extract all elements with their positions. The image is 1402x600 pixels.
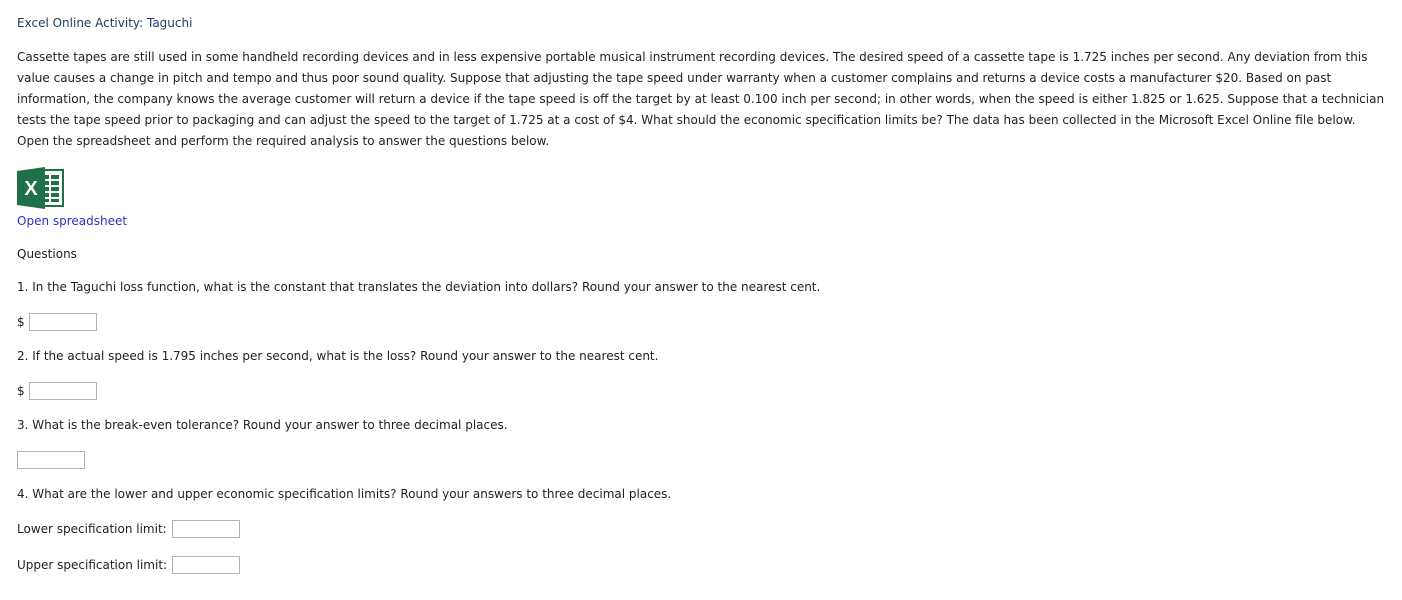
lower-limit-input[interactable] xyxy=(172,520,240,538)
open-spreadsheet-link[interactable]: Open spreadsheet xyxy=(17,214,128,228)
excel-icon-letter: X xyxy=(24,178,38,200)
question-3-input[interactable] xyxy=(17,451,85,469)
problem-statement: Cassette tapes are still used in some handheld recording devices and in less expensive portable musical instrument recording devices. The desired speed of a cassette tape is 1.725 inches per second. Any deviation from this value causes a change in pitch and tempo and thus poor sound quality. Suppose that adjusting the tape speed under warranty when a customer complains and returns a device costs a manufacturer $20. Based on past information, the company knows the average customer will return a device if the tape speed is off the target by at least 0.100 inch per second; in other words, when the speed is either 1.825 or 1.625. Suppose that a technician tests the tape speed prior to packaging and can adjust the speed to the target of 1.725 at a cost of $4. What should the economic specification limits be? The data has been collected in the Microsoft Excel Online file below. Open the spreadsheet and perform the required analysis to answer the questions below. xyxy=(17,50,1385,148)
question-2-answer xyxy=(17,381,97,401)
question-1-answer xyxy=(17,312,97,332)
upper-limit-row xyxy=(17,555,240,575)
question-3-text: 3. What is the break-even tolerance? Round your answer to three decimal places. xyxy=(17,418,508,432)
question-2-dollar-sign: $ xyxy=(17,384,25,398)
upper-limit-input[interactable] xyxy=(172,556,240,574)
question-2-input[interactable] xyxy=(29,382,97,400)
question-1-input[interactable] xyxy=(29,313,97,331)
question-2-text: 2. If the actual speed is 1.795 inches per second, what is the loss? Round your answer to the nearest cent. xyxy=(17,349,659,363)
questions-heading: Questions xyxy=(17,247,77,261)
question-4-text: 4. What are the lower and upper economic specification limits? Round your answers to three decimal places. xyxy=(17,487,672,501)
activity-title: Excel Online Activity: Taguchi xyxy=(17,16,193,30)
excel-icon[interactable] xyxy=(17,167,65,209)
lower-limit-label: Lower specification limit: xyxy=(17,522,167,536)
upper-limit-label: Upper specification limit: xyxy=(17,558,168,572)
question-3-answer xyxy=(17,450,85,470)
lower-limit-row xyxy=(17,519,240,539)
question-1-text: 1. In the Taguchi loss function, what is the constant that translates the deviation into dollars? Round your answer to the nearest cent. xyxy=(17,280,821,294)
question-1-dollar-sign: $ xyxy=(17,315,25,329)
